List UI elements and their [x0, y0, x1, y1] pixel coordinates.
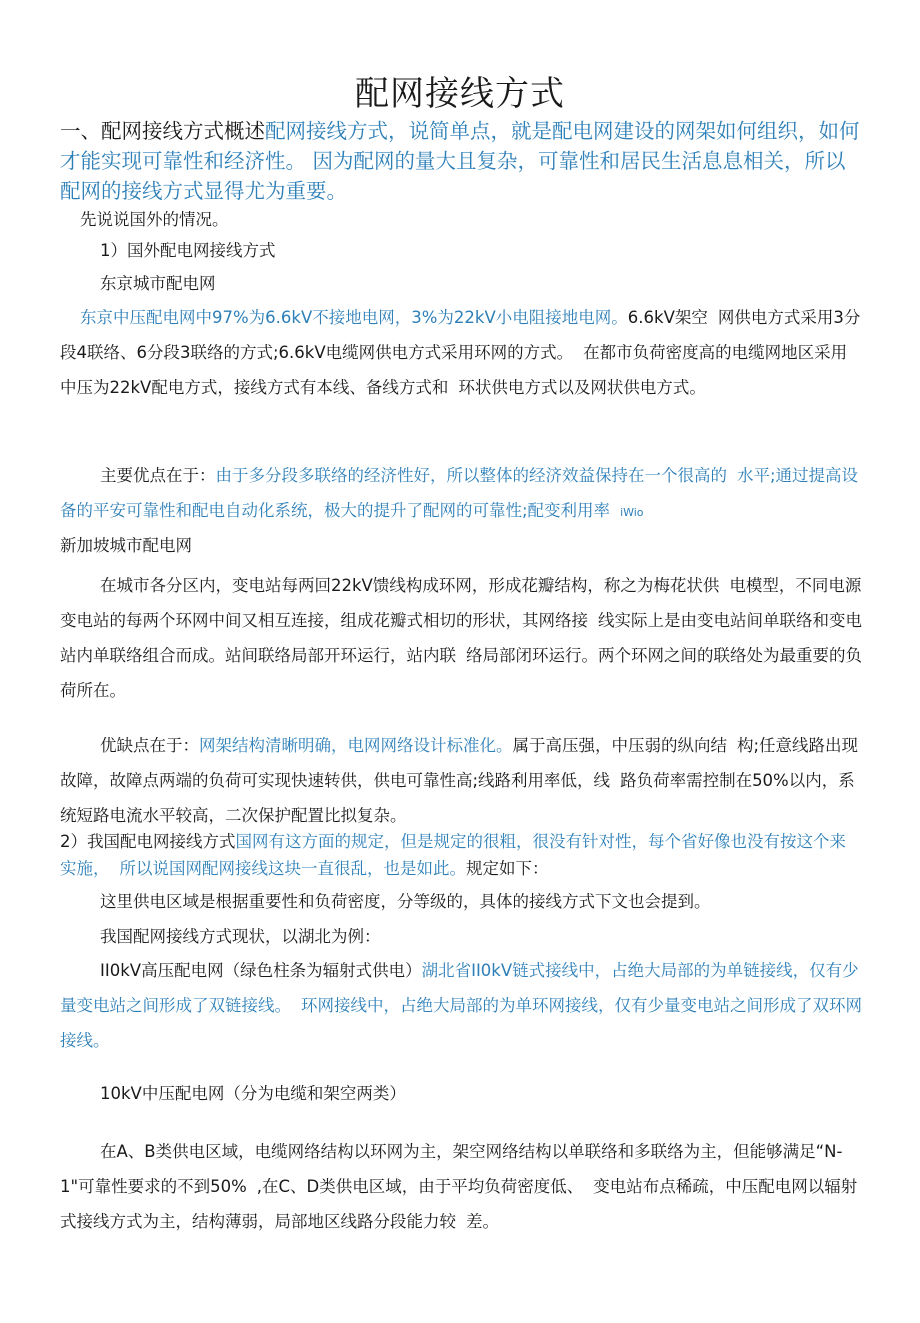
domestic-paragraph [60, 828, 862, 882]
foreign-intro: 先说说国外的情况。 [80, 210, 229, 229]
tokyo-adv-text-b: 水平;通过提高设备的平安可靠性和配电自动化系统，极大的提升了配网的可靠性;配变利用率 [60, 466, 859, 520]
domestic-blue-text: 国网有这方面的规定，但是规定的很粗，很没有针对性，每个省好像也没有按这个来实施， [60, 832, 846, 878]
tokyo-adv-tail: iWio [620, 506, 644, 519]
domestic-blue-text-b: 所以说国网配网接线这块一直很乱，也是如此。 [119, 859, 466, 878]
tokyo-blue-text: 东京中压配电网中97%为6.6kV不接地电网，3%为22kV小电阻接地电网。 [80, 308, 628, 327]
mv-text-b: ,在C、D类供电区域，由于平均负荷密度低、 [256, 1177, 584, 1196]
mv-text-c: 变电站布点稀疏，中压配电网以辐射式接线方式为主，结构薄弱，局部地区线路分段能力较 [60, 1177, 858, 1231]
tokyo-paragraph [60, 300, 862, 405]
tokyo-adv-label: 主要优点在于： [100, 466, 216, 485]
domestic-heading: 2）我国配电网接线方式 [60, 832, 236, 851]
tokyo-advantages [60, 458, 862, 530]
mv-text-d: 差。 [466, 1212, 499, 1231]
singapore-text-c: 线实际上是由变电站间单联络和变电站内单联络组合而成。站间联络局部开环运行，站内联 [60, 611, 862, 665]
intro-text: 配网接线方式，说简单点，就是配电网建设的网架如何组织，如何才能实现可靠性和经济性。 因为配网的量大且复杂，可靠性和居民生活息息相关，所以配网的接线方式显得尤为重要。 [60, 119, 860, 203]
domestic-tail: 规定如下： [466, 859, 549, 878]
hv-label: II0kV高压配电网（绿色柱条为辐射式供电） [100, 961, 422, 980]
singapore-pros-text-a: 属于高压强，中压弱的纵向结 [512, 736, 727, 755]
mv-paragraph [60, 1134, 862, 1239]
tokyo-text-b: 网供电方式采用3分段4联络、6分段3联络的方式;6.6kV电缆网供电方式采用环网的方式。 [60, 308, 861, 362]
singapore-pros-text-b: 构;任意线路出现故障，故障点两端的负荷可实现快速转供，供电可靠性高;线路利用率低，线 [60, 736, 859, 790]
tokyo-text-a: 6.6kV架空 [627, 308, 708, 327]
singapore-text-d: 络局部闭环运行。两个环网之间的联络处为最重要的负荷所在。 [60, 646, 862, 700]
singapore-pros-cons [60, 728, 862, 833]
tokyo-adv-text-a: 由于多分段多联络的经济性好，所以整体的经济效益保持在一个很高的 [215, 466, 727, 485]
tokyo-text-c: 在都市负荷密度高的电缆网地区采用中压为22kV配电方式，接线方式有本线、备线方式和 [60, 343, 848, 397]
tokyo-text-d: 环状供电方式以及网状供电方式。 [458, 378, 706, 397]
foreign-heading: 1）国外配电网接线方式 [100, 241, 276, 260]
hv-blue-text-b: 环网接线中，占绝大局部的为单环网接线，仅有少量变电站之间形成了双环网接线。 [60, 996, 862, 1050]
singapore-pros-blue: 网架结构清晰明确，电网网络设计标准化。 [199, 736, 513, 755]
singapore-pros-text-c: 路负荷率需控制在50%以内，系统短路电流水平较高，二次保护配置比拟复杂。 [60, 771, 855, 825]
singapore-pros-label: 优缺点在于： [100, 736, 199, 755]
intro-heading: 一、配网接线方式概述 [60, 119, 265, 143]
intro-paragraph [60, 116, 862, 206]
singapore-paragraph [60, 568, 862, 708]
singapore-text-b: 电模型，不同电源变电站的每两个环网中间又相互连接，组成花瓣式相切的形状，其网络接 [60, 576, 862, 630]
document-title: 配网接线方式 [355, 74, 565, 114]
tokyo-heading: 东京城市配电网 [100, 274, 216, 293]
domestic-status: 我国配网接线方式现状，以湖北为例： [100, 927, 381, 946]
hv-blue-text-a: 湖北省II0kV链式接线中，占绝大局部的为单链接线，仅有少量变电站之间形成了双链接线。 [60, 961, 859, 1015]
mv-text-a: 在A、B类供电区域，电缆网络结构以环网为主，架空网络结构以单联络和多联络为主，但能够满足“N-1"可靠性要求的不到50% [60, 1142, 843, 1196]
domestic-zone: 这里供电区域是根据重要性和负荷密度，分等级的，具体的接线方式下文也会提到。 [100, 892, 711, 911]
hv-paragraph [60, 953, 862, 1058]
singapore-text-a: 在城市各分区内，变电站每两回22kV馈线构成环网，形成花瓣结构，称之为梅花状供 [100, 576, 720, 595]
mv-heading: 10kV中压配电网（分为电缆和架空两类） [100, 1084, 406, 1103]
singapore-heading: 新加坡城市配电网 [60, 536, 192, 555]
